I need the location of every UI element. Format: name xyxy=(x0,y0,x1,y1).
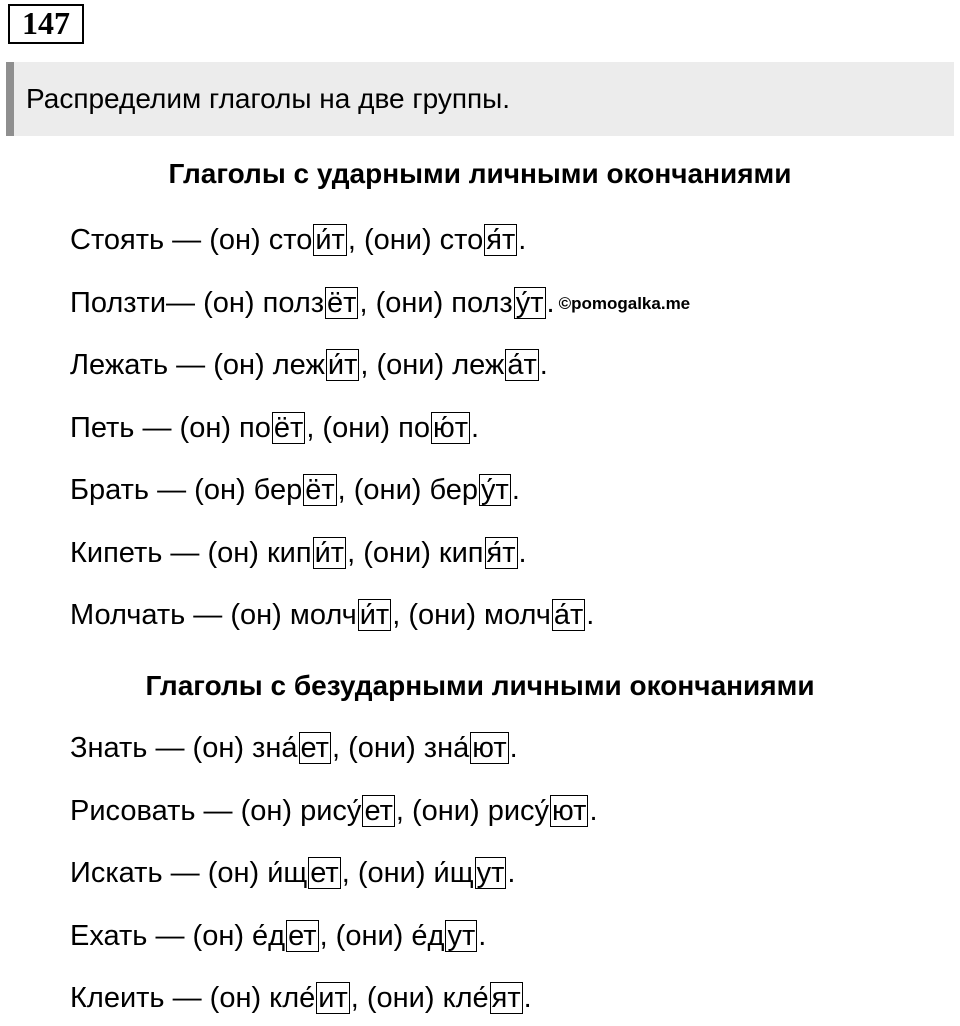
verb-infinitive: Искать xyxy=(70,857,163,889)
dash-separator: — xyxy=(185,599,231,631)
plural-ending-box: ят xyxy=(491,982,521,1014)
verb-infinitive: Стоять xyxy=(70,224,165,256)
singular-form-stem: (он) и́щ xyxy=(207,857,308,889)
singular-form-stem: (он) сто xyxy=(209,224,313,256)
verb-row xyxy=(70,222,526,258)
singular-form-stem: (он) зна́ xyxy=(192,732,298,764)
watermark: ©pomogalka.me xyxy=(558,294,691,313)
plural-ending-box: ют xyxy=(472,732,507,764)
group-heading: Глаголы с безударными личными окончаниями xyxy=(145,670,815,701)
plural-ending-box: ут xyxy=(476,857,505,889)
verb-row xyxy=(70,980,532,1016)
plural-ending-box: а́т xyxy=(553,599,584,631)
dash-separator: — xyxy=(147,732,193,764)
row-period: . xyxy=(518,224,527,256)
group-heading: Глаголы с ударными личными окончаниями xyxy=(168,158,792,189)
dash-separator: — xyxy=(164,224,210,256)
dash-separator: — xyxy=(162,537,208,569)
verb-row xyxy=(70,730,518,766)
plural-ending-box: я́т xyxy=(486,537,516,569)
plural-ending-box: а́т xyxy=(507,349,537,381)
verb-row xyxy=(70,347,548,383)
plural-form-stem: , (они) полз xyxy=(359,287,513,319)
singular-ending-box: ёт xyxy=(273,412,304,444)
singular-ending-box: ет xyxy=(364,795,393,827)
singular-ending-box: ет xyxy=(310,857,339,889)
plural-ending-box: ют xyxy=(552,795,587,827)
verb-infinitive: Рисовать xyxy=(70,795,196,827)
plural-form-stem: , (они) зна́ xyxy=(331,732,470,764)
verb-infinitive: Молчать xyxy=(70,599,186,631)
row-period: . xyxy=(546,287,555,319)
row-period: . xyxy=(509,732,518,764)
plural-form-stem: , (они) по xyxy=(306,412,430,444)
singular-ending-box: ет xyxy=(300,732,329,764)
singular-ending-box: ёт xyxy=(305,474,335,506)
plural-form-stem: , (они) бер xyxy=(337,474,479,506)
singular-form-stem: (он) рису́ xyxy=(240,795,362,827)
plural-ending-box: у́т xyxy=(481,474,509,506)
row-period: . xyxy=(478,920,487,952)
singular-ending-box: и́т xyxy=(359,599,390,631)
dash-separator: — xyxy=(195,795,241,827)
singular-ending-box: и́т xyxy=(315,224,345,256)
plural-ending-box: у́т xyxy=(515,287,544,319)
plural-ending-box: ю́т xyxy=(432,412,469,444)
verb-row xyxy=(70,597,594,633)
singular-form-stem: (он) кип xyxy=(207,537,312,569)
verb-infinitive: Брать xyxy=(70,474,150,506)
verb-row xyxy=(70,472,520,508)
singular-ending-box: ит xyxy=(318,982,348,1014)
row-period: . xyxy=(523,982,532,1014)
verb-infinitive: Клеить xyxy=(70,982,165,1014)
verb-infinitive: Знать xyxy=(70,732,148,764)
plural-form-stem: , (они) кип xyxy=(347,537,484,569)
row-period: . xyxy=(507,857,516,889)
verb-row xyxy=(70,855,515,891)
singular-form-stem: (он) кле́ xyxy=(209,982,316,1014)
singular-form-stem: (он) молч xyxy=(230,599,357,631)
singular-ending-box: ёт xyxy=(327,287,357,319)
dash-separator: — xyxy=(147,920,193,952)
dash-separator: — xyxy=(168,349,214,381)
verb-infinitive: Петь xyxy=(70,412,135,444)
dash-separator: — xyxy=(149,474,195,506)
row-period: . xyxy=(586,599,595,631)
verb-infinitive: Лежать xyxy=(70,349,169,381)
singular-form-stem: (он) бер xyxy=(194,474,303,506)
plural-ending-box: ут xyxy=(447,920,476,952)
singular-ending-box: и́т xyxy=(327,349,358,381)
row-period: . xyxy=(471,412,480,444)
singular-ending-box: и́т xyxy=(314,537,345,569)
verb-infinitive: Ползти xyxy=(70,287,167,319)
singular-form-stem: (он) по xyxy=(179,412,271,444)
row-period: . xyxy=(518,537,527,569)
singular-form-stem: (он) леж xyxy=(213,349,325,381)
plural-form-stem: , (они) леж xyxy=(360,349,505,381)
plural-form-stem: , (они) е́д xyxy=(319,920,445,952)
verb-row xyxy=(70,918,486,954)
verb-row xyxy=(70,410,479,446)
dash-separator: — xyxy=(166,287,204,319)
singular-form-stem: (он) е́д xyxy=(192,920,286,952)
row-period: . xyxy=(539,349,548,381)
verb-infinitive: Кипеть xyxy=(70,537,163,569)
plural-form-stem: , (они) кле́ xyxy=(350,982,489,1014)
verb-row xyxy=(70,793,598,829)
verb-row xyxy=(70,285,690,322)
plural-form-stem: , (они) рису́ xyxy=(395,795,550,827)
plural-ending-box: я́т xyxy=(486,224,516,256)
plural-form-stem: , (они) и́щ xyxy=(341,857,474,889)
verb-infinitive: Ехать xyxy=(70,920,148,952)
plural-form-stem: , (они) молч xyxy=(392,599,551,631)
row-period: . xyxy=(589,795,598,827)
plural-form-stem: , (они) сто xyxy=(347,224,484,256)
task-number: 147 xyxy=(8,4,84,44)
singular-ending-box: ет xyxy=(288,920,317,952)
dash-separator: — xyxy=(134,412,180,444)
dash-separator: — xyxy=(164,982,210,1014)
verb-row xyxy=(70,535,527,571)
intro-callout: Распределим глаголы на две группы. xyxy=(6,62,954,136)
row-period: . xyxy=(511,474,520,506)
dash-separator: — xyxy=(162,857,208,889)
singular-form-stem: (он) полз xyxy=(203,287,325,319)
